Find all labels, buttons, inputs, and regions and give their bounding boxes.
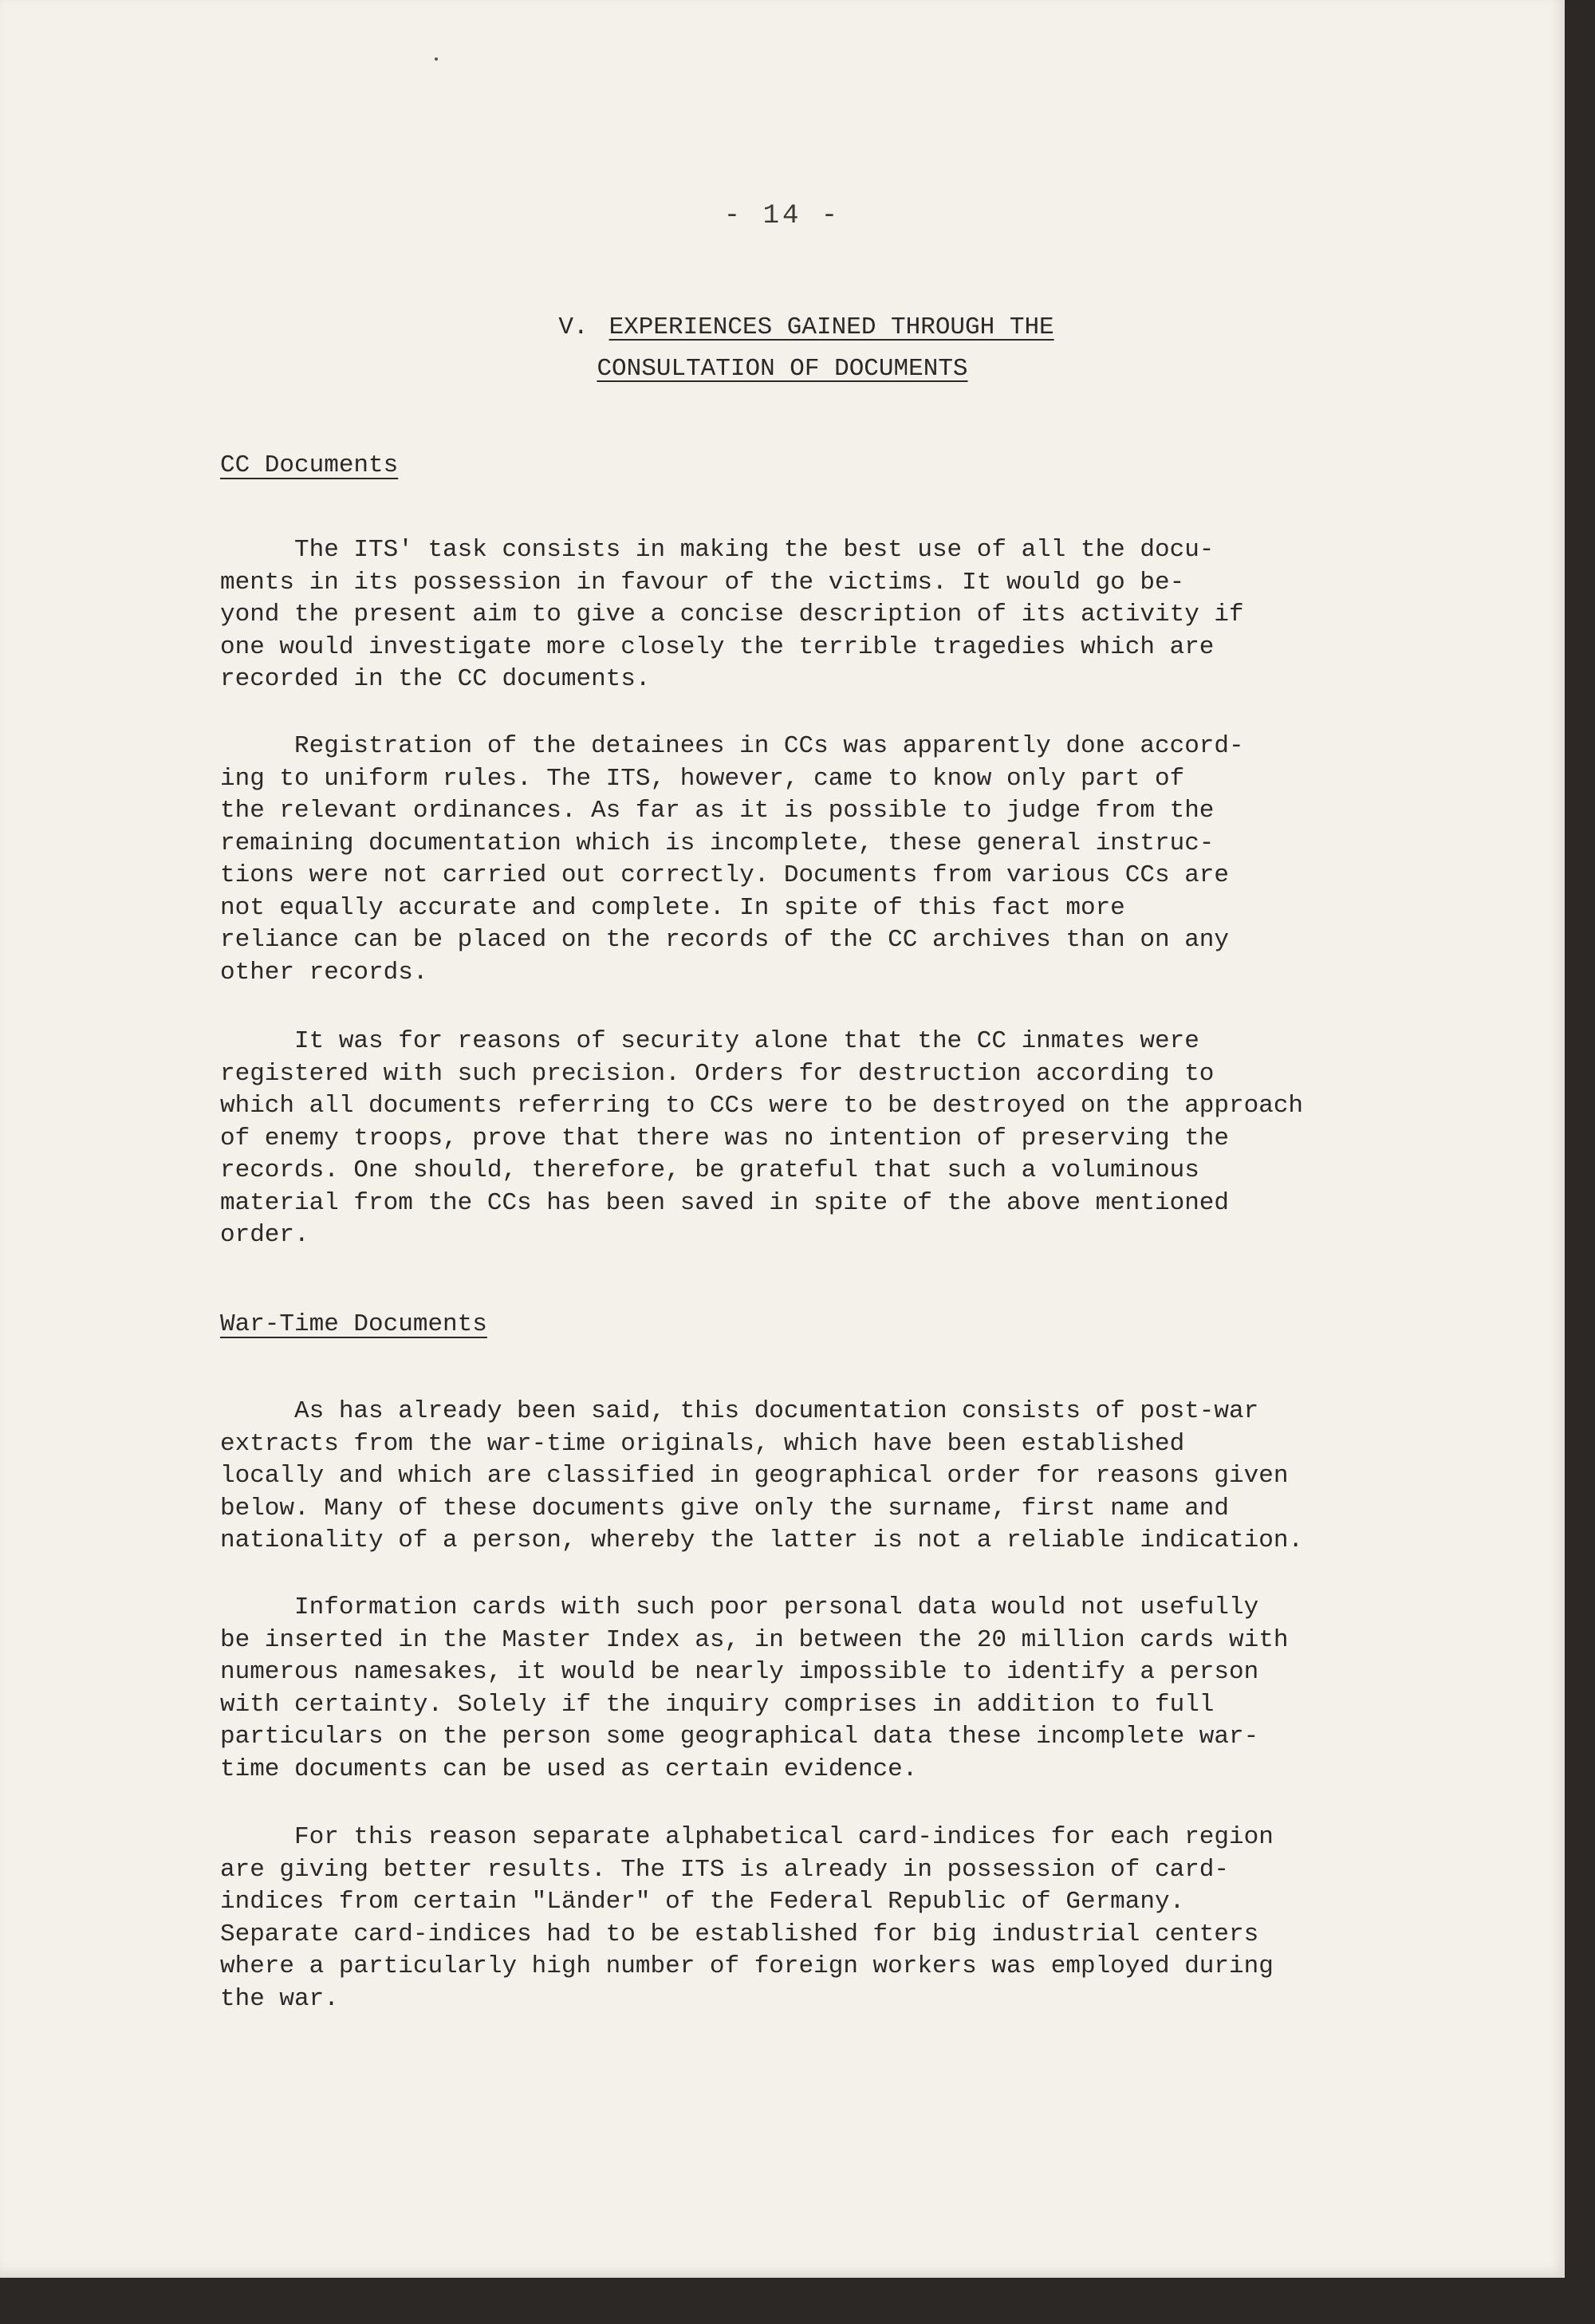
text-line: Separate card-indices had to be established for big industrial centers [220, 1920, 1259, 1948]
text-line: the war. [220, 1984, 339, 2013]
text-line: remaining documentation which is incomplete, these general instruc- [220, 829, 1215, 857]
paragraph [220, 1026, 1496, 1252]
text-line: For this reason separate alphabetical card-indices for each region [220, 1823, 1274, 1851]
text-line: time documents can be used as certain evidence. [220, 1755, 918, 1783]
paragraph [220, 1822, 1496, 2015]
text-line: Information cards with such poor personal data would not usefully [220, 1593, 1259, 1621]
section-title-cc-documents: CC Documents [220, 451, 399, 479]
heading-text-2: CONSULTATION OF DOCUMENTS [597, 355, 968, 383]
text-line: locally and which are classified in geographical order for reasons given [220, 1462, 1289, 1490]
text-line: indices from certain "Länder" of the Federal Republic of Germany. [220, 1888, 1185, 1916]
heading-line-2 [0, 349, 1565, 390]
text-line: one would investigate more closely the terrible tragedies which are [220, 632, 1215, 661]
text-line: tions were not carried out correctly. Documents from various CCs are [220, 861, 1230, 889]
chapter-numeral: V. [558, 313, 589, 341]
page-number: - 14 - [723, 201, 841, 231]
paper-speck [435, 57, 438, 61]
text-line: are giving better results. The ITS is already in possession of card- [220, 1855, 1230, 1884]
text-line: It was for reasons of security alone that the CC inmates were [220, 1027, 1199, 1055]
paragraph [220, 1396, 1496, 1558]
paragraph [220, 731, 1496, 989]
text-line: recorded in the CC documents. [220, 665, 651, 693]
text-line: where a particularly high number of foreign workers was employed during [220, 1952, 1274, 1980]
text-line: reliance can be placed on the records of the CC archives than on any [220, 926, 1230, 954]
text-line: The ITS' task consists in making the best use of all the docu- [220, 536, 1215, 564]
text-line: other records. [220, 958, 428, 987]
text-line: ments in its possession in favour of the victims. It would go be- [220, 568, 1185, 597]
text-line: particulars on the person some geographical data these incomplete war- [220, 1723, 1259, 1751]
heading-text-1: EXPERIENCES GAINED THROUGH THE [608, 313, 1054, 341]
text-line: which all documents referring to CCs were to be destroyed on the approach [220, 1092, 1304, 1120]
text-line: ing to uniform rules. The ITS, however, came to know only part of [220, 764, 1185, 793]
text-line: material from the CCs has been saved in spite of the above mentioned [220, 1188, 1230, 1217]
text-line: the relevant ordinances. As far as it is possible to judge from the [220, 797, 1215, 825]
heading-line-1 [48, 307, 1565, 349]
text-line: numerous namesakes, it would be nearly impossible to identify a person [220, 1658, 1259, 1686]
text-line: order. [220, 1221, 309, 1249]
text-line: Registration of the detainees in CCs was apparently done accord- [220, 732, 1244, 760]
text-line: with certainty. Solely if the inquiry comprises in addition to full [220, 1690, 1215, 1719]
chapter-heading [0, 307, 1565, 390]
paragraph [220, 534, 1496, 696]
text-line: extracts from the war-time originals, which have been established [220, 1429, 1185, 1458]
text-line: records. One should, therefore, be grateful that such a voluminous [220, 1156, 1199, 1184]
text-line: be inserted in the Master Index as, in between the 20 million cards with [220, 1625, 1289, 1654]
text-line: of enemy troops, prove that there was no intention of preserving the [220, 1124, 1230, 1152]
section-title-war-time-documents: War-Time Documents [220, 1310, 487, 1338]
text-line: not equally accurate and complete. In spite of this fact more [220, 893, 1125, 922]
text-line: nationality of a person, whereby the latter is not a reliable indication. [220, 1526, 1304, 1554]
paragraph [220, 1592, 1496, 1786]
text-line: below. Many of these documents give only the surname, first name and [220, 1494, 1230, 1522]
text-line: registered with such precision. Orders for destruction according to [220, 1059, 1215, 1088]
text-line: yond the present aim to give a concise description of its activity if [220, 601, 1244, 628]
text-line: As has already been said, this documentation consists of post-war [220, 1397, 1259, 1425]
